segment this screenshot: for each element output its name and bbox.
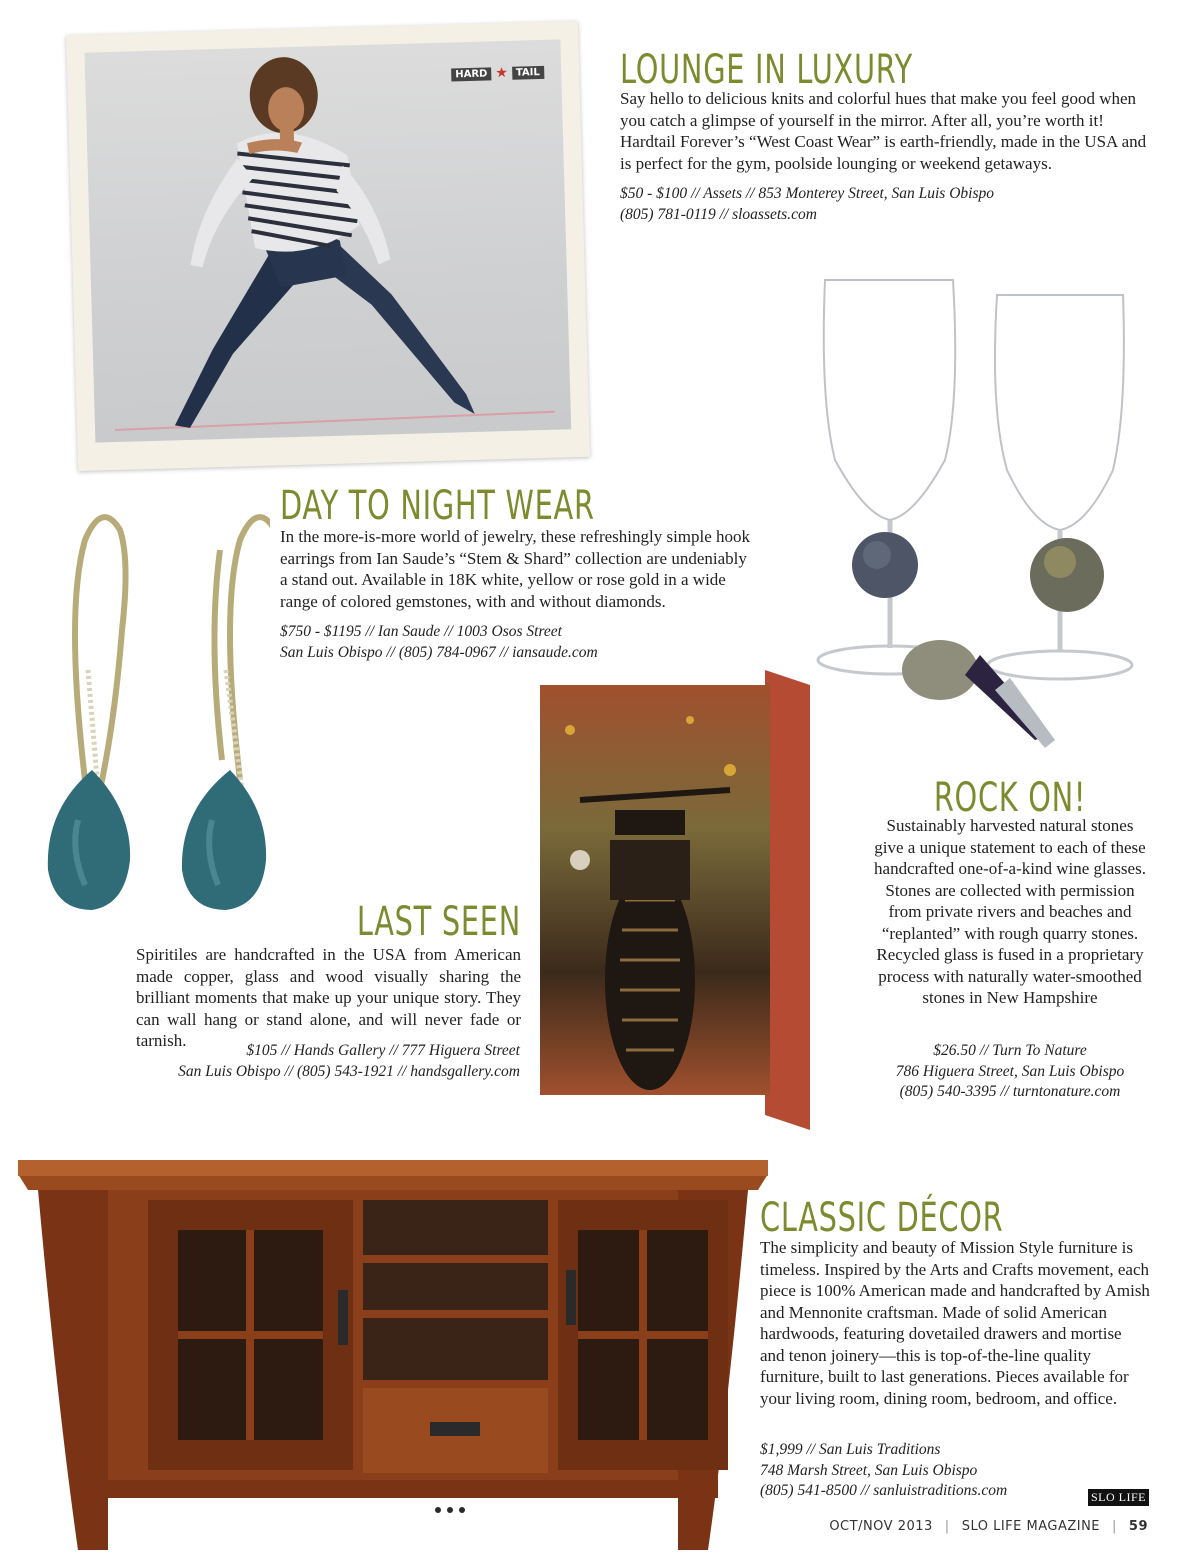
classic-info [760, 1440, 1007, 1502]
footer-divider: | [1112, 1519, 1117, 1534]
classic-info-line2: 748 Marsh Street, San Luis Obispo [760, 1461, 978, 1479]
last-seen-body: Spiritiles are handcrafted in the USA from American made copper, glass and wood visually sharing the brilliant moments that make up your unique story. They can wall hang or stand alone, and will never fade or tarnish. [136, 945, 521, 1050]
rock-on-info-line1: $26.50 // Turn To Nature [933, 1042, 1087, 1059]
brand-logo-left: HARD [451, 67, 491, 81]
spiritile-photo [540, 670, 810, 1130]
rock-on-body: Sustainably harvested natural stones give a unique statement to each of these handcrafted one-of-a-kind wine glasses. Stones are collected with permission from private rivers and beaches and “replanted” with rough quarry stones. Recycled glass is fused in a proprietary process with naturally water-smoothed stones in New Hampshire [874, 816, 1146, 1007]
lounge-info [620, 184, 994, 225]
last-seen-info-line1: $105 // Hands Gallery // 777 Higuera Street [246, 1042, 520, 1059]
fashion-photo [85, 39, 572, 442]
footer-issue: OCT/NOV 2013 [829, 1519, 933, 1534]
rock-on-info-line3: (805) 540-3395 // turntonature.com [899, 1083, 1121, 1100]
last-seen-info-line2: San Luis Obispo // (805) 543-1921 // handsgallery.com [178, 1062, 520, 1080]
slo-life-badge: SLO LIFE [1088, 1489, 1149, 1506]
day-night-info-line2: San Luis Obispo // (805) 784-0967 // iansaude.com [280, 643, 598, 661]
earrings-photo [30, 490, 270, 930]
classic-heading: CLASSIC DÉCOR [760, 1195, 1004, 1241]
page-footer [829, 1519, 1148, 1534]
furniture-photo [18, 1160, 768, 1550]
footer-divider: | [944, 1519, 950, 1534]
lounge-heading: LOUNGE IN LUXURY [620, 47, 913, 93]
footer-magazine: SLO LIFE MAGAZINE [961, 1519, 1101, 1534]
lounge-info-line2: (805) 781-0119 // sloassets.com [620, 205, 817, 223]
brand-logo [451, 64, 544, 83]
wine-glasses-photo [805, 270, 1155, 770]
rock-on-info [860, 1041, 1160, 1103]
brand-logo-right: TAIL [512, 65, 544, 79]
rock-on-info-line2: 786 Higuera Street, San Luis Obispo [895, 1062, 1125, 1080]
lounge-body: Say hello to delicious knits and colorful hues that make you feel good when you catch a glimpse of yourself in the mirror. After all, you’re worth it! Hardtail Forever’s “West Coast Wear” is earth-friendly, made in the USA and is perfect for the gym, poolside lounging or weekend getaways. [620, 89, 1147, 173]
day-night-info [280, 622, 598, 663]
lounge-info-line1: $50 - $100 // Assets // 853 Monterey Street, San Luis Obispo [620, 185, 994, 202]
model-illustration [85, 39, 572, 442]
last-seen-info [120, 1041, 520, 1082]
fashion-photo-frame [66, 21, 590, 471]
day-night-heading: DAY TO NIGHT WEAR [280, 483, 595, 529]
page-number: 59 [1128, 1519, 1148, 1534]
classic-body: The simplicity and beauty of Mission Style furniture is timeless. Inspired by the Arts and Crafts movement, each piece is 100% American made and handcrafted by Amish and Mennonite craftsman. Made of solid American hardwoods, featuring dovetailed drawers and mortise and tenon joinery—this is top-of-the-line quality furniture, built to last generations. Pieces available for your living room, dining room, bedroom, and office. [760, 1238, 1150, 1408]
day-night-body: In the more-is-more world of jewelry, these refreshingly simple hook earrings from Ian Saude’s “Stem & Shard” collection are undeniably a stand out. Available in 18K white, yellow or rose gold in a wide range of colored gemstones, with and without diamonds. [280, 527, 751, 611]
classic-info-line1: $1,999 // San Luis Traditions [760, 1441, 941, 1458]
last-seen-heading: LAST SEEN [356, 899, 521, 945]
star-icon: ★ [495, 64, 509, 82]
rock-on-heading: ROCK ON! [933, 775, 1087, 821]
day-night-info-line1: $750 - $1195 // Ian Saude // 1003 Osos Street [280, 623, 562, 640]
classic-info-line3: (805) 541-8500 // sanluistraditions.com [760, 1482, 1008, 1499]
